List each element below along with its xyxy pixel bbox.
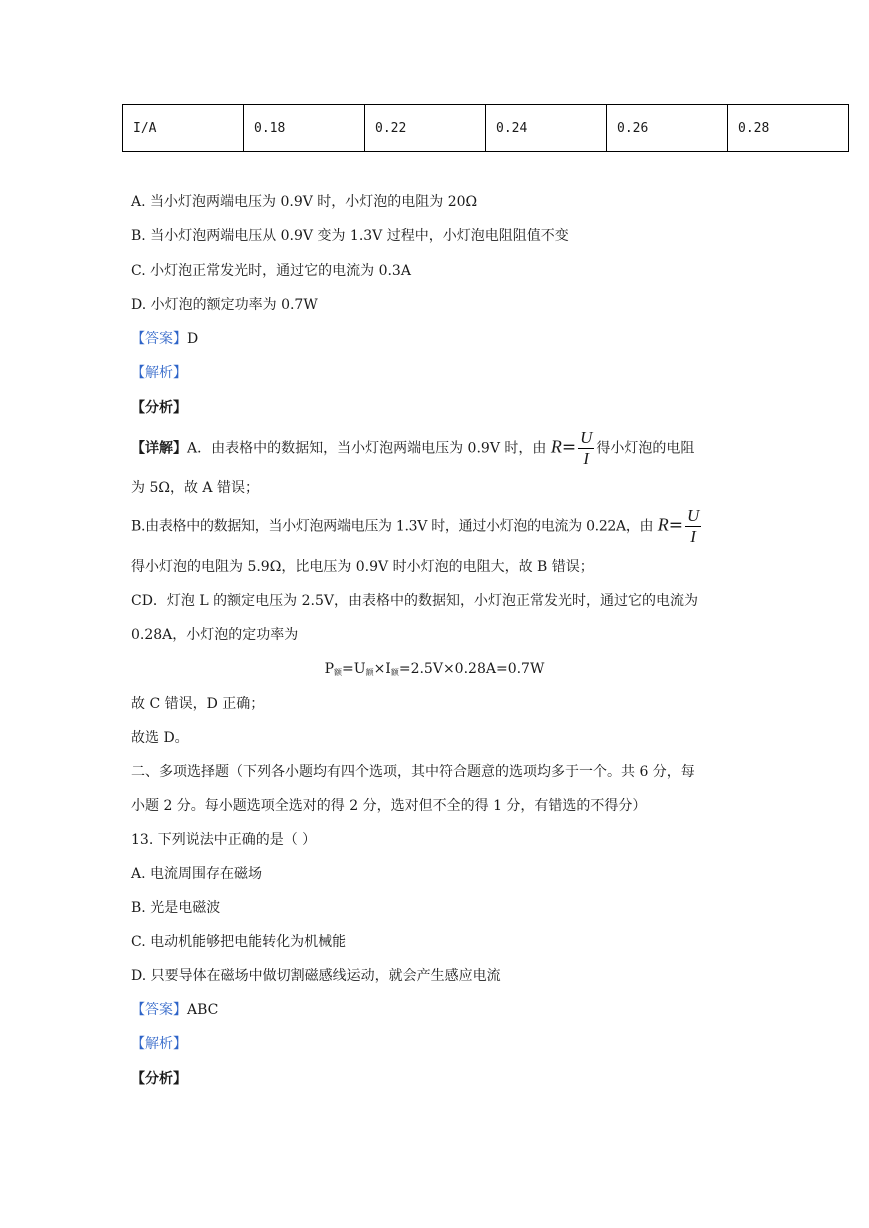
q12-option-b: B. 当小灯泡两端电压从 0.9V 变为 1.3V 过程中，小灯泡电阻阻值不变 [131,228,569,244]
eq-part: ×I [373,661,391,677]
q12-detail-cd-cont: 0.28A，小灯泡的定功率为 [131,627,299,643]
eq-part: P [324,661,335,677]
table-cell: 0.28 [728,105,849,152]
table-cell: 0.18 [244,105,365,152]
current-table [122,104,849,152]
formula-numerator: U [686,506,700,525]
formula-numerator: U [580,428,593,447]
answer-tag: 【答案】 [131,331,187,347]
answer-tag: 【答案】 [131,1002,187,1018]
q12-detail-a-cont: 为 5Ω，故 A 错误； [131,480,259,496]
detail-tag: 【详解】 [131,440,187,457]
q13-option-a: A. 电流周围存在磁场 [131,866,263,882]
formula-fraction [578,428,594,469]
q13-option-c: C. 电动机能够把电能转化为机械能 [131,934,347,950]
q12-conclusion-1: 故 C 错误，D 正确； [131,696,265,712]
q12-option-c: C. 小灯泡正常发光时，通过它的电流为 0.3A [131,263,411,279]
answer-value: ABC [187,1002,219,1018]
q12-detail-cd: CD．灯泡 L 的额定电压为 2.5V，由表格中的数据知，小灯泡正常发光时，通过它的电流为 [131,593,698,609]
formula-eq: = [668,515,683,536]
formula-r: R [657,514,669,535]
q13-option-b: B. 光是电磁波 [131,900,221,916]
eq-subscript: 额 [365,668,374,677]
eq-subscript: 额 [334,668,343,677]
table-cell: 0.26 [607,105,728,152]
q12-option-a: A. 当小灯泡两端电压为 0.9V 时，小灯泡的电阻为 20Ω [131,194,478,210]
section2-heading-cont: 小题 2 分。每小题选项全选对的得 2 分，选对但不全的得 1 分，有错选的不得分） [131,798,647,814]
q12-detail-b-cont: 得小灯泡的电阻为 5.9Ω，比电压为 0.9V 时小灯泡的电阻大，故 B 错误； [131,559,594,575]
q13-stem: 13. 下列说法中正确的是（ ） [131,832,317,848]
q13-answer [131,1000,218,1020]
table-cell: I/A [123,105,244,152]
formula-fraction [685,506,701,547]
q12-analysis-tag: 【解析】 [131,365,187,381]
eq-subscript: 额 [390,668,399,677]
q12-answer [131,329,198,349]
formula-eq: = [561,437,577,458]
q13-option-d: D. 只要导体在磁场中做切割磁感线运动，就会产生感应电流 [131,968,501,984]
detail-text: 得小灯泡的电阻 [596,440,695,457]
q12-fenxi-tag: 【分析】 [131,400,187,416]
q12-option-d: D. 小灯泡的额定功率为 0.7W [131,297,318,313]
table-cell: 0.22 [365,105,486,152]
table-cell: 0.24 [486,105,607,152]
answer-value: D [187,331,199,347]
q12-conclusion-2: 故选 D。 [131,730,189,746]
eq-part: =U [342,661,366,677]
table-row [123,105,849,152]
section2-heading: 二、多项选择题（下列各小题均有四个选项，其中符合题意的选项均多于一个。共 6 分，每 [131,764,695,780]
detail-text: B.由表格中的数据知，当小灯泡两端电压为 1.3V 时，通过小灯泡的电流为 0.22A，由 [131,518,654,535]
q13-fenxi-tag: 【分析】 [131,1071,187,1087]
detail-text: A．由表格中的数据知，当小灯泡两端电压为 0.9V 时，由 [187,440,547,457]
q13-analysis-tag: 【解析】 [131,1036,187,1052]
power-equation [0,659,869,683]
eq-part: =2.5V×0.28A=0.7W [398,661,545,677]
q12-detail-a [131,428,694,469]
formula-denominator: I [690,527,696,546]
formula-r: R [550,436,562,457]
q12-detail-b [131,506,703,547]
formula-denominator: I [583,449,590,468]
